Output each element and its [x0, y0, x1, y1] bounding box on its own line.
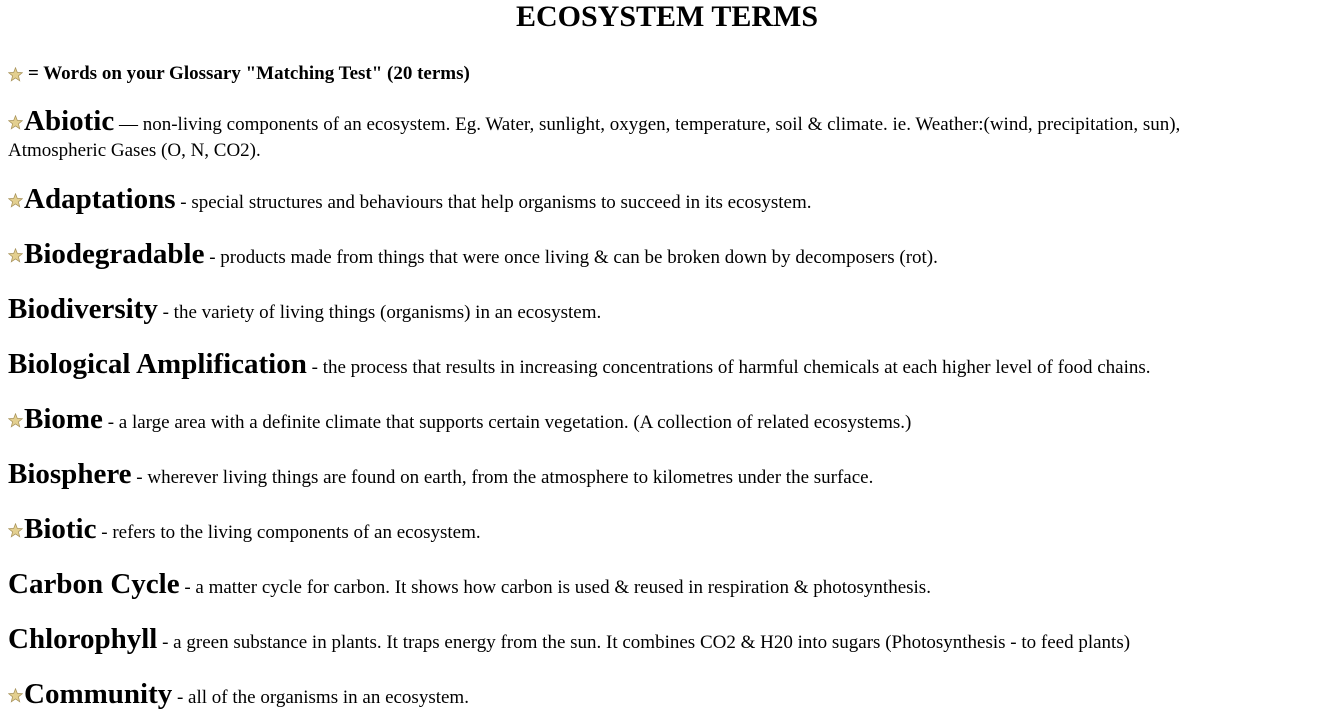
term-entry — [8, 105, 1268, 164]
term-entry — [8, 678, 1308, 711]
term-word: Community — [24, 678, 173, 710]
term-word: Biome — [24, 403, 103, 435]
term-entry — [8, 568, 1308, 601]
term-definition: - the variety of living things (organisms) in an ecosystem. — [157, 302, 602, 323]
term-definition: - the process that results in increasing concentrations of harmful chemicals at each higher level of food chains. — [306, 357, 1151, 378]
term-word: Abiotic — [24, 105, 115, 137]
term-definition: - special structures and behaviours that help organisms to succeed in its ecosystem. — [175, 192, 812, 213]
term-entry — [8, 293, 1308, 326]
term-entry — [8, 403, 1308, 436]
term-word: Carbon Cycle — [8, 568, 180, 600]
term-definition: - products made from things that were once living & can be broken down by decomposers (rot). — [204, 247, 938, 268]
star-icon — [8, 413, 23, 428]
term-word: Biodiversity — [8, 293, 158, 325]
term-definition: — non-living components of an ecosystem. Eg. Water, sunlight, oxygen, temperature, soil & climate. ie. Weather:(wind, precipitation, sun), Atmospheric Gases (O, N, CO2). — [8, 114, 1181, 161]
term-word: Adaptations — [24, 183, 176, 215]
term-word: Biotic — [24, 513, 97, 545]
term-definition: - a green substance in plants. It traps energy from the sun. It combines CO2 & H20 into sugars (Photosynthesis - to feed plants) — [157, 632, 1131, 653]
term-word: Biological Amplification — [8, 348, 307, 380]
term-entry — [8, 238, 1308, 271]
term-definition: - refers to the living components of an ecosystem. — [96, 522, 481, 543]
star-icon — [8, 523, 23, 538]
star-icon — [8, 248, 23, 263]
term-entry — [8, 458, 1308, 491]
star-icon — [8, 688, 23, 703]
term-definition: - a matter cycle for carbon. It shows how carbon is used & reused in respiration & photosynthesis. — [179, 577, 931, 598]
legend — [8, 62, 470, 86]
term-entry — [8, 513, 1308, 546]
term-definition: - all of the organisms in an ecosystem. — [172, 687, 469, 708]
page-title: ECOSYSTEM TERMS — [515, 0, 819, 33]
star-icon — [8, 67, 23, 82]
legend-text: = Words on your Glossary "Matching Test" (20 terms) — [28, 63, 470, 84]
term-word: Biodegradable — [24, 238, 205, 270]
term-definition: - wherever living things are found on earth, from the atmosphere to kilometres under the surface. — [131, 467, 874, 488]
star-icon — [8, 115, 23, 130]
star-icon — [8, 193, 23, 208]
term-definition: - a large area with a definite climate that supports certain vegetation. (A collection of related ecosystems.) — [102, 412, 912, 433]
term-word: Biosphere — [8, 458, 132, 490]
term-entry — [8, 183, 1308, 216]
term-word: Chlorophyll — [8, 623, 158, 655]
term-entry — [8, 623, 1308, 656]
term-entry — [8, 348, 1308, 381]
